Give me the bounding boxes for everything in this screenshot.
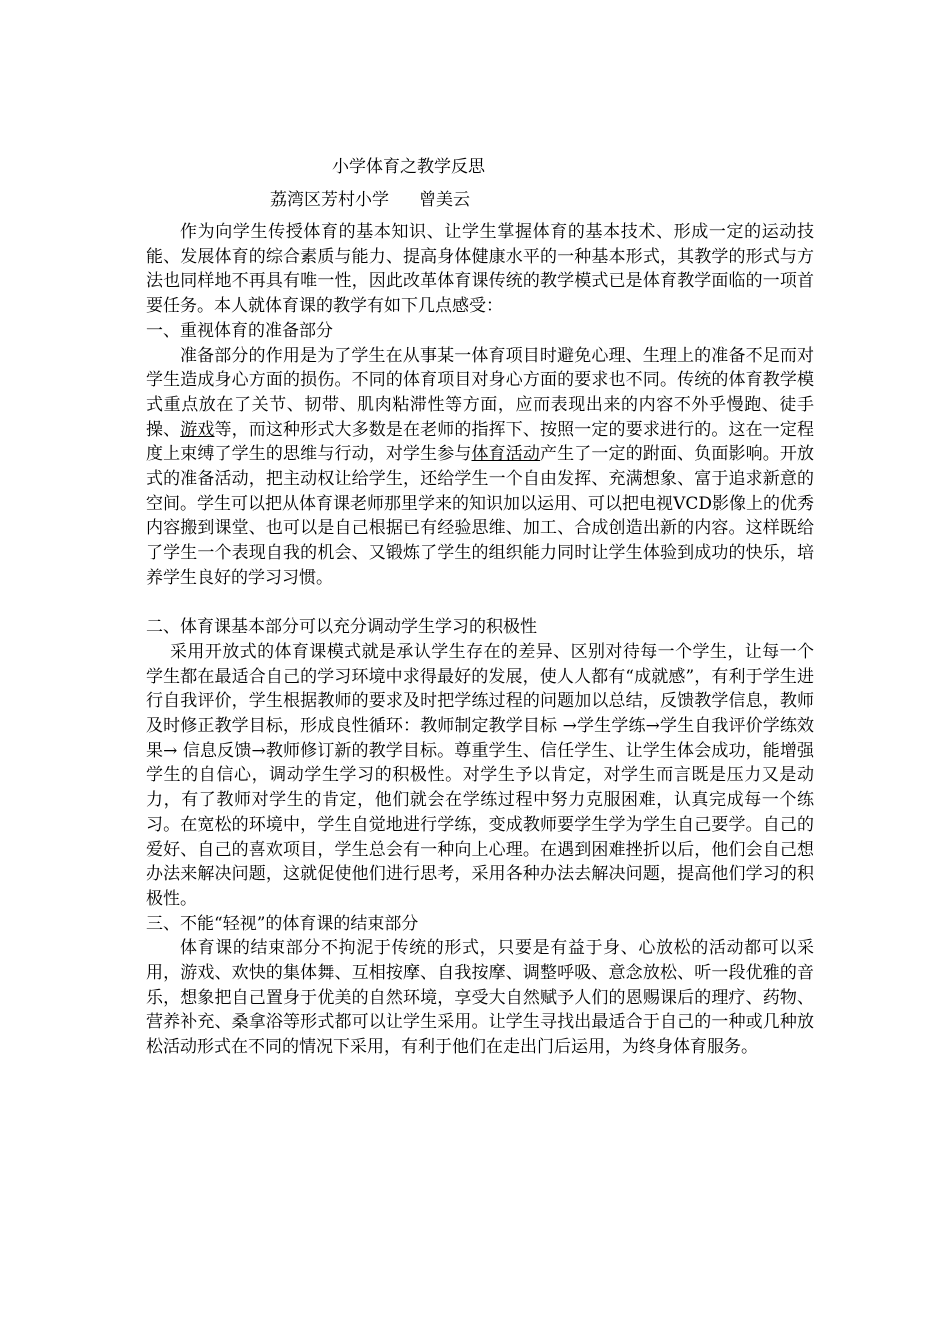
section-2-heading: 二、体育课基本部分可以充分调动学生学习的积极性 (146, 617, 537, 638)
section-1-heading: 一、重视体育的准备部分 (146, 320, 333, 341)
game-link[interactable]: 游戏 (180, 419, 215, 440)
author-name: 曾美云 (419, 190, 470, 210)
sports-activity-link[interactable]: 体育活动 (471, 444, 541, 465)
intro-paragraph: 作为向学生传授体育的基本知识、让学生掌握体育的基本技术、形成一定的运动技能、发展体育的综合素质与能力、提高身体健康水平的一种基本形式，其教学的形式与方法也同样地不再具有唯一性，因此改革体育课传统的教学模式已是体育教学面临的一项首要任务。本人就体育课的教学有如下几点感受： (146, 222, 814, 317)
author-school: 荔湾区芳村小学 (270, 190, 389, 210)
section-3-paragraph: 体育课的结束部分不拘泥于传统的形式，只要是有益于身、心放松的活动都可以采用，游戏、欢快的集体舞、互相按摩、自我按摩、调整呼吸、意念放松、听一段优雅的音乐，想象把自己置身于优美的自然环境，享受大自然赋予人们的恩赐课后的理疗、药物、营养补充、桑拿浴等形式都可以让学生采用。让学生寻找出最适合于自己的一种或几种放松活动形式在不同的情况下采用，有利于他们在走出门后运用，为终身体育服务。 (146, 938, 814, 1058)
document-title: 小学体育之教学反思 (332, 157, 485, 177)
section-1-text-c: 产生了一定的跗面、负面影响。开放式的准备活动，把主动权让给学生，还给学生一个自由发挥、充满想象、富于追求新意的空间。学生可以把从体育课老师那里学来的知识加以运用、可以把电视VCD影像上的优秀内容搬到课堂、也可以是自己根据已有经验思维、加工、合成创造出新的内容。这样既给了学生一个表现自我的机会、又锻炼了学生的组织能力同时让学生体验到成功的快乐，培养学生良好的学习习惯。 (146, 444, 815, 588)
section-3-heading: 三、不能“轻视”的体育课的结束部分 (146, 913, 419, 934)
section-1-text-a: 准备部分的作用是为了学生在从事某一体育项目时避免心理、生理上的准备不足而对学生造成身心方面的损伤。不同的体育项目对身心方面的要求也不同。传统的体育教学模式重点放在了关节、韧带、肌肉粘滞性等方面，应而表现出来的内容不外乎慢跑、徒手操、 (146, 345, 814, 440)
section-2-paragraph: 采用开放式的体育课模式就是承认学生存在的差异、区别对待每一个学生，让每一个学生都在最适合自己的学习环境中求得最好的发展，使人人都有“成就感”，有利于学生进行自我评价，学生根据教师的要求及时把学练过程的问题加以总结，反馈教学信息，教师及时修正教学目标，形成良性循环：教师制定教学目标 →学生学练→学生自我评价学练效果→ 信息反馈→教师修订新的教学目标。尊重学生、信任学生、让学生体会成功，能增强学生的自信心，调动学生学习的积极性。对学生予以肯定，对学生而言既是压力又是动力，有了教师对学生的肯定，他们就会在学练过程中努力克服困难，认真完成每一个练习。在宽松的环境中，学生自觉地进行学练，变成教师要学生学为学生自己要学。自己的爱好、自己的喜欢项目，学生总会有一种向上心理。在遇到困难挫折以后，他们会自己想办法来解决问题，这就促使他们进行思考，采用各种办法去解决问题，提高他们学习的积极性。 (146, 641, 814, 909)
section-1-paragraph (146, 344, 814, 591)
document-body (146, 220, 814, 1060)
blank-line (146, 591, 814, 616)
author-line (270, 188, 470, 212)
section-1-text-b: 等，而这种形式大多数是在老师的指挥下、按照一定的要求进行的。这在一定程度上束缚了学生的思维与行动，对学生参与 (146, 419, 815, 465)
